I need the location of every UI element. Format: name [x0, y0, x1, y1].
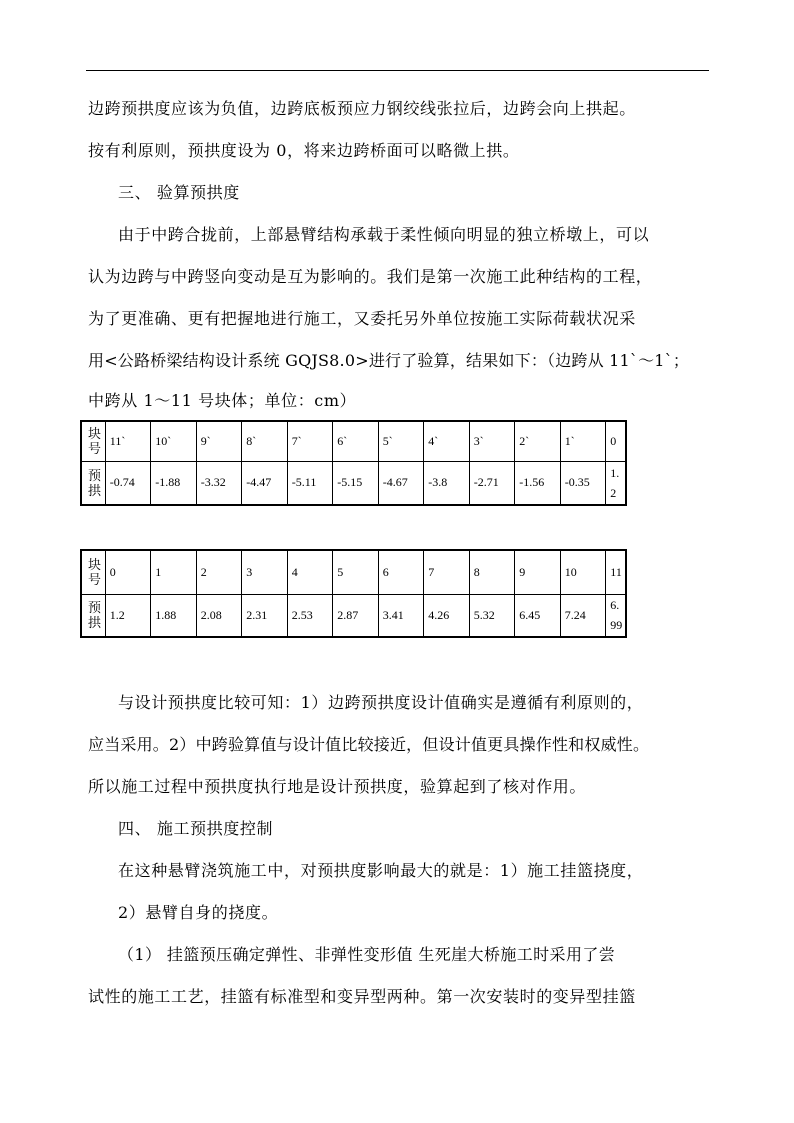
camber-value-cell: 1.88 [151, 594, 197, 637]
block-number-cell: 4` [424, 421, 470, 461]
row-header-block-no: 块号 [81, 550, 105, 594]
block-number-cell: 5 [333, 550, 379, 594]
block-number-cell: 10 [560, 550, 606, 594]
block-number-cell: 11 [606, 550, 626, 594]
camber-value-cell: 3.41 [378, 594, 424, 637]
camber-value-cell: 2.53 [287, 594, 333, 637]
block-number-cell: 3` [469, 421, 515, 461]
block-number-cell: 11` [105, 421, 151, 461]
header-rule [86, 70, 709, 71]
camber-table-mid-span [80, 549, 627, 638]
camber-value-cell: -1.88 [151, 461, 197, 505]
paragraph-line: 试性的施工工艺，挂篮有标准型和变异型两种。第一次安装时的变异型挂篮 [88, 987, 636, 1006]
block-number-cell: 9` [196, 421, 242, 461]
row-header-camber: 预拱 [81, 594, 105, 637]
camber-value-cell: -4.67 [378, 461, 424, 505]
camber-value-cell: 7.24 [560, 594, 606, 637]
camber-value-cell: 2.08 [196, 594, 242, 637]
block-number-cell: 5` [378, 421, 424, 461]
block-number-cell: 10` [151, 421, 197, 461]
camber-value-cell: -0.35 [560, 461, 606, 505]
paragraph-line: 按有利原则，预拱度设为 0，将来边跨桥面可以略微上拱。 [88, 141, 520, 160]
camber-value-cell: -5.15 [333, 461, 379, 505]
table-row-camber [81, 461, 626, 505]
paragraph-line: 用<公路桥梁结构设计系统 GQJS8.0>进行了验算，结果如下：（边跨从 11`～1`； [88, 351, 690, 370]
block-number-cell: 9 [515, 550, 561, 594]
section-heading: 三、 验算预拱度 [118, 183, 240, 202]
block-number-cell: 8` [242, 421, 288, 461]
block-number-cell: 7 [424, 550, 470, 594]
camber-value-cell: 2.31 [242, 594, 288, 637]
camber-value-cell: -0.74 [105, 461, 151, 505]
paragraph-line: 中跨从 1～11 号块体；单位：cm） [88, 391, 357, 410]
camber-table-side-span [80, 420, 627, 506]
block-number-cell: 1 [151, 550, 197, 594]
camber-value-cell: 5.32 [469, 594, 515, 637]
camber-value-cell: 6.45 [515, 594, 561, 637]
camber-value-cell: -5.11 [287, 461, 333, 505]
block-number-cell: 7` [287, 421, 333, 461]
table-row-blocks [81, 421, 626, 461]
paragraph-line: 认为边跨与中跨竖向变动是互为影响的。我们是第一次施工此种结构的工程， [88, 267, 653, 286]
block-number-cell: 4 [287, 550, 333, 594]
camber-value-cell: -2.71 [469, 461, 515, 505]
camber-value-cell: 6.99 [606, 594, 626, 637]
paragraph-line: 所以施工过程中预拱度执行地是设计预拱度，验算起到了核对作用。 [88, 777, 587, 796]
paragraph-line: 应当采用。2）中跨验算值与设计值比较接近，但设计值更具操作性和权威性。 [88, 735, 650, 754]
camber-value-cell: 4.26 [424, 594, 470, 637]
camber-value-cell: -1.56 [515, 461, 561, 505]
block-number-cell: 1` [560, 421, 606, 461]
block-number-cell: 0 [606, 421, 626, 461]
camber-value-cell: 2.87 [333, 594, 379, 637]
paragraph-line: 2）悬臂自身的挠度。 [118, 903, 279, 922]
block-number-cell: 8 [469, 550, 515, 594]
block-number-cell: 6 [378, 550, 424, 594]
block-number-cell: 2` [515, 421, 561, 461]
camber-value-cell: -3.32 [196, 461, 242, 505]
table-row-camber [81, 594, 626, 637]
block-number-cell: 6` [333, 421, 379, 461]
camber-value-cell: 1.2 [606, 461, 626, 505]
block-number-cell: 3 [242, 550, 288, 594]
camber-value-cell: -3.8 [424, 461, 470, 505]
paragraph-line: 由于中跨合拢前，上部悬臂结构承载于柔性倾向明显的独立桥墩上，可以 [118, 225, 650, 244]
block-number-cell: 0 [105, 550, 151, 594]
section-heading: 四、 施工预拱度控制 [118, 819, 274, 838]
paragraph-line: 边跨预拱度应该为负值，边跨底板预应力钢绞线张拉后，边跨会向上拱起。 [88, 99, 636, 118]
paragraph-line: （1） 挂篮预压确定弹性、非弹性变形值 生死崖大桥施工时采用了尝 [118, 945, 616, 964]
paragraph-line: 在这种悬臂浇筑施工中，对预拱度影响最大的就是：1）施工挂篮挠度， [118, 861, 644, 880]
camber-value-cell: 1.2 [105, 594, 151, 637]
row-header-camber: 预拱 [81, 461, 105, 505]
paragraph-line: 为了更准确、更有把握地进行施工，又委托另外单位按施工实际荷载状况采 [88, 309, 636, 328]
table-row-blocks [81, 550, 626, 594]
block-number-cell: 2 [196, 550, 242, 594]
paragraph-line: 与设计预拱度比较可知：1）边跨预拱度设计值确实是遵循有利原则的， [118, 693, 644, 712]
row-header-block-no: 块号 [81, 421, 105, 461]
camber-value-cell: -4.47 [242, 461, 288, 505]
